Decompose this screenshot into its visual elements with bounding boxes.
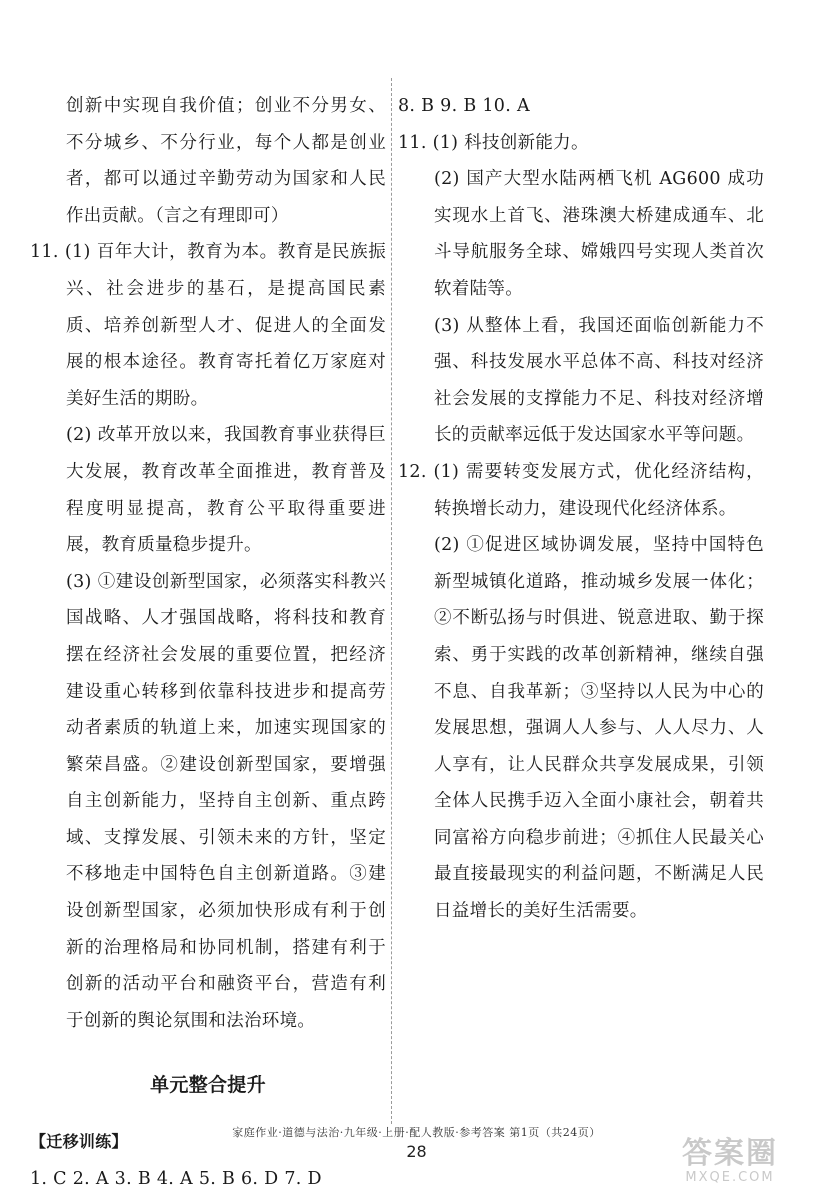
answer-part-1: (1) 科技创新能力。 (432, 132, 589, 153)
continuation-paragraph: 创新中实现自我价值；创业不分男女、不分城乡、不分行业，每个人都是创业者，都可以通过辛勤劳动为国家和人民作出贡献。（言之有理即可） (66, 96, 386, 226)
column-divider (391, 78, 392, 1124)
question-number: 11. (398, 132, 427, 153)
answer-part-3: (3) 从整体上看，我国还面临创新能力不强、科技发展水平总体不高、科技对经济社会发展的支撑能力不足、科技对经济增长的贡献率远低于发达国家水平等问题。 (434, 315, 764, 446)
watermark-logo (655, 1138, 805, 1194)
page-number: 28 (406, 1142, 427, 1161)
mc-answers-1-7: 1. C 2. A 3. B 4. A 5. B 6. D 7. D (30, 1168, 322, 1189)
question-11-left (30, 234, 386, 417)
question-number: 12. (398, 461, 427, 482)
right-column (398, 88, 764, 930)
answer-part-3: (3) ①建设创新型国家，必须落实科教兴国战略、人才强国战略，将科技和教育摆在经济社会发展的重要位置，把经济建设重心转移到依靠科技进步和提高劳动者素质的轨道上来，加速实现国家的繁荣昌盛。②建设创新型国家，要增强自主创新能力，坚持自主创新、重点跨域、支撑发展、引领未来的方针，坚定不移地走中国特色自主创新道路。③建设创新型国家，必须加快形成有利于创新的治理格局和协同机制，搭建有利于创新的活动平台和融资平台，营造有利于创新的舆论氛围和法治环境。 (66, 571, 386, 1031)
page-footer: 家庭作业·道德与法治·九年级·上册·配人教版·参考答案 第1页（共24页） (232, 1126, 601, 1139)
answer-part-2: (2) ①促进区域协调发展，坚持中国特色新型城镇化道路，推动城乡发展一体化；②不断弘扬与时俱进、锐意进取、勤于探索、勇于实践的改革创新精神，继续自强不息、自我革新；③坚持以人民为中心的发展思想，强调人人参与、人人尽力、人人享有，让人民群众共享发展成果，引领全体人民携手迈入全面小康社会，朝着共同富裕方向稳步前进；④抓住人民最关心最直接最现实的利益问题，不断满足人民日益增长的美好生活需要。 (434, 535, 764, 922)
section-title: 单元整合提升 (150, 1074, 266, 1097)
answer-part-2: (2) 国产大型水陆两栖飞机 AG600 成功实现水上首飞、港珠澳大桥建成通车、北斗导航服务全球、嫦娥四号实现人类首次软着陆等。 (434, 169, 764, 299)
watermark-text: 答案圈 (682, 1136, 778, 1171)
answer-part-2: (2) 改革开放以来，我国教育事业获得巨大发展，教育改革全面推进，教育普及程度明显提高，教育公平取得重要进展，教育质量稳步提升。 (66, 425, 386, 556)
mc-answers-8-10: 8. B 9. B 10. A (398, 96, 530, 116)
watermark-url: MXQE.COM (685, 1170, 775, 1185)
left-column (30, 88, 386, 1197)
answer-part-1: (1) 百年大计，教育为本。教育是民族振兴、社会进步的基石，是提高国民素质、培养创新型人才、促进人的全面发展的根本途径。教育寄托着亿万家庭对美好生活的期盼。 (64, 242, 386, 409)
question-12 (398, 454, 764, 527)
answer-part-1: (1) 需要转变发展方式，优化经济结构，转换增长动力，建设现代化经济体系。 (433, 461, 764, 519)
sub-title: 【迁移训练】 (30, 1132, 128, 1152)
question-number: 11. (30, 242, 59, 263)
question-11-right (398, 125, 764, 162)
